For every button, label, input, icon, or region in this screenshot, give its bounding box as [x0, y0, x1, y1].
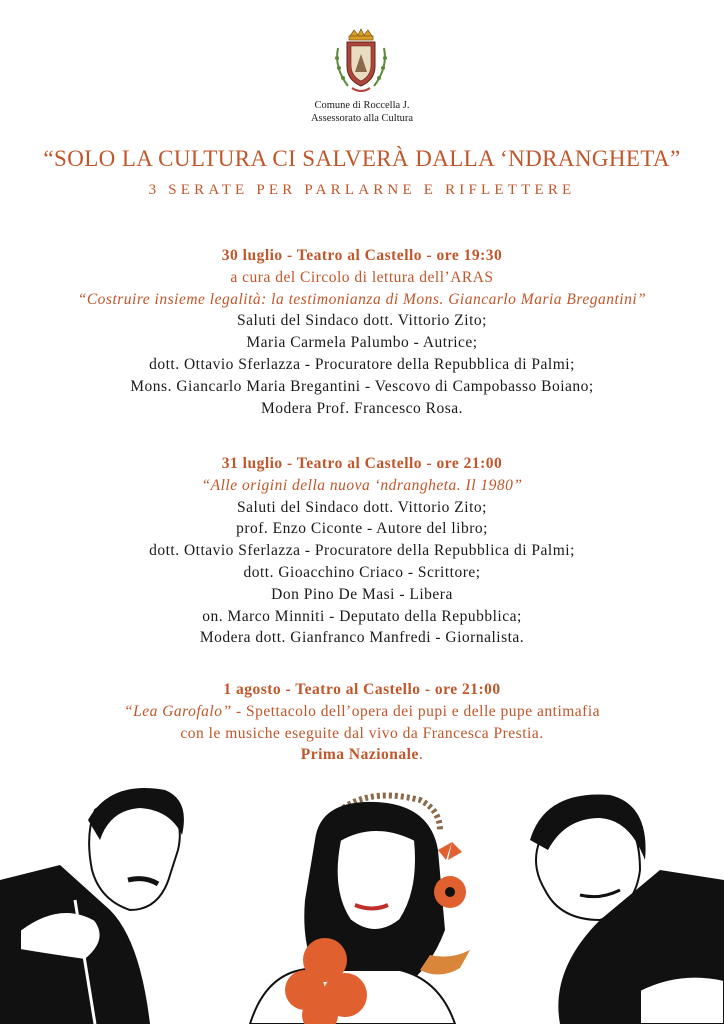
speaker-line: Saluti del Sindaco dott. Vittorio Zito; — [237, 312, 487, 330]
event-block-3 — [0, 679, 724, 766]
premiere-line — [0, 744, 724, 766]
speaker-line: Saluti del Sindaco dott. Vittorio Zito; — [237, 498, 487, 516]
portrait-man-left-illustration — [0, 788, 184, 1024]
event-curator: a cura del Circolo di lettura dell’ARAS — [230, 268, 494, 286]
speaker-line: prof. Enzo Ciconte - Autore del libro; — [236, 520, 488, 538]
premiere-label: Prima Nazionale — [300, 746, 419, 764]
poster-title: “SOLO LA CULTURA CI SALVERÀ DALLA ‘NDRANGHETA” — [43, 146, 681, 171]
event-description — [0, 701, 724, 723]
event-block-2 — [0, 453, 724, 649]
speaker-line: Modera Prof. Francesco Rosa. — [260, 399, 464, 417]
premiere-suffix: . — [418, 746, 424, 764]
speaker-line: Don Pino De Masi - Libera — [271, 585, 453, 603]
event-music-line: con le musiche eseguite dal vivo da Francesca Prestia. — [180, 724, 544, 742]
speaker-line: dott. Ottavio Sferlazza - Procuratore della Repubblica di Palmi; — [149, 542, 575, 560]
event-heading: 1 agosto - Teatro al Castello - ore 21:00 — [223, 681, 501, 698]
portraits-artwork — [0, 780, 724, 1024]
portrait-man-right-illustration — [530, 795, 724, 1024]
speaker-line: Mons. Giancarlo Maria Bregantini - Vescovo di Campobasso Boiano; — [130, 377, 594, 395]
speaker-line: dott. Gioacchino Criaco - Scrittore; — [243, 563, 481, 581]
event-theme: “Alle origini della nuova ‘ndrangheta. Il 1980” — [201, 476, 523, 494]
speaker-line: Maria Carmela Palumbo - Autrice; — [246, 334, 478, 352]
show-title: “Lea Garofalo” — [123, 702, 232, 720]
speaker-line: on. Marco Minniti - Deputato della Repubblica; — [202, 607, 522, 625]
show-description: - Spettacolo dell’opera dei pupi e delle pupe antimafia — [231, 702, 601, 720]
event-heading: 31 luglio - Teatro al Castello - ore 21:00 — [221, 455, 503, 472]
event-heading: 30 luglio - Teatro al Castello - ore 19:30 — [221, 247, 503, 264]
municipal-coat-of-arms-icon — [330, 28, 392, 98]
event-theme: “Costruire insieme legalità: la testimonianza di Mons. Giancarlo Maria Bregantini” — [77, 290, 647, 308]
poster-subtitle: 3 SERATE PER PARLARNE E RIFLETTERE — [148, 182, 576, 198]
municipality-name: Comune di Roccella J. — [314, 100, 410, 111]
portrait-woman-crown-flowers-illustration — [250, 796, 470, 1024]
culture-department: Assessorato alla Cultura — [310, 113, 414, 124]
speaker-line: dott. Ottavio Sferlazza - Procuratore della Repubblica di Palmi; — [149, 355, 575, 373]
speaker-line: Modera dott. Gianfranco Manfredi - Giornalista. — [199, 629, 525, 647]
event-block-1 — [0, 245, 724, 419]
